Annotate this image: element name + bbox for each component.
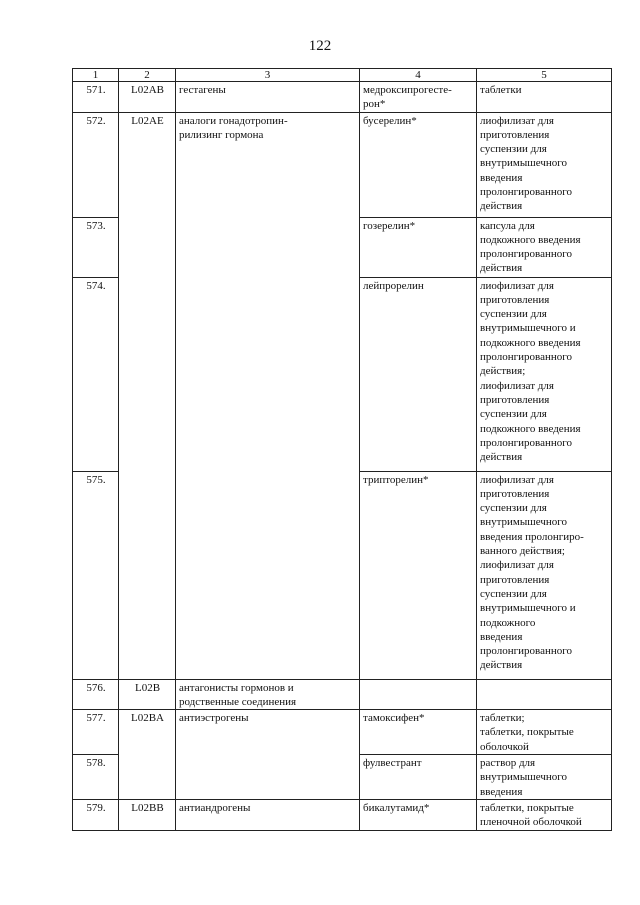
dosage-form: лиофилизат для приготовления суспензии для внутримышечного введения пролонгированного действия: [477, 112, 612, 217]
drug-name: [360, 679, 477, 710]
drug-name: гозерелин*: [360, 217, 477, 277]
row-number: 579.: [73, 800, 119, 831]
page-number: 122: [308, 38, 332, 54]
atc-code: L02B: [119, 679, 176, 710]
row-number: 576.: [73, 679, 119, 710]
group-name: антиандрогены: [176, 800, 360, 831]
dosage-form: таблетки: [477, 82, 612, 113]
atc-code: L02BB: [119, 800, 176, 831]
drug-table: [72, 68, 612, 831]
table-row: [73, 710, 612, 755]
atc-code: L02AE: [119, 112, 176, 679]
row-number: 578.: [73, 755, 119, 800]
atc-code: L02AB: [119, 82, 176, 113]
table-row: [73, 800, 612, 831]
column-header: 2: [119, 69, 176, 82]
row-number: 572.: [73, 112, 119, 217]
table-header-row: [73, 69, 612, 82]
group-name: антагонисты гормонов и родственные соединения: [176, 679, 360, 710]
dosage-form: раствор для внутримышечного введения: [477, 755, 612, 800]
dosage-form: капсула для подкожного введения пролонгированного действия: [477, 217, 612, 277]
group-name: антиэстрогены: [176, 710, 360, 800]
group-name: аналоги гонадотропин- рилизинг гормона: [176, 112, 360, 679]
row-number: 573.: [73, 217, 119, 277]
drug-name: медроксипрогесте- рон*: [360, 82, 477, 113]
group-name: гестагены: [176, 82, 360, 113]
table-row: [73, 112, 612, 217]
drug-name: фулвестрант: [360, 755, 477, 800]
dosage-form: лиофилизат для приготовления суспензии для внутримышечного введения пролонгиро- ванного действия; лиофилизат для приготовления суспензии для внутримышечного и подкожного введения пролонгированного действия: [477, 471, 612, 679]
table-row: [73, 82, 612, 113]
dosage-form: таблетки; таблетки, покрытые оболочкой: [477, 710, 612, 755]
dosage-form: [477, 679, 612, 710]
column-header: 3: [176, 69, 360, 82]
drug-name: лейпрорелин: [360, 277, 477, 471]
table-row: [73, 679, 612, 710]
drug-name: бикалутамид*: [360, 800, 477, 831]
dosage-form: таблетки, покрытые пленочной оболочкой: [477, 800, 612, 831]
row-number: 571.: [73, 82, 119, 113]
row-number: 577.: [73, 710, 119, 755]
column-header: 4: [360, 69, 477, 82]
atc-code: L02BA: [119, 710, 176, 800]
drug-name: трипторелин*: [360, 471, 477, 679]
column-header: 1: [73, 69, 119, 82]
drug-name: тамоксифен*: [360, 710, 477, 755]
column-header: 5: [477, 69, 612, 82]
dosage-form: лиофилизат для приготовления суспензии для внутримышечного и подкожного введения пролонгированного действия; лиофилизат для приготовления суспензии для подкожного введения пролонгированного действия: [477, 277, 612, 471]
drug-name: бусерелин*: [360, 112, 477, 217]
row-number: 574.: [73, 277, 119, 471]
row-number: 575.: [73, 471, 119, 679]
